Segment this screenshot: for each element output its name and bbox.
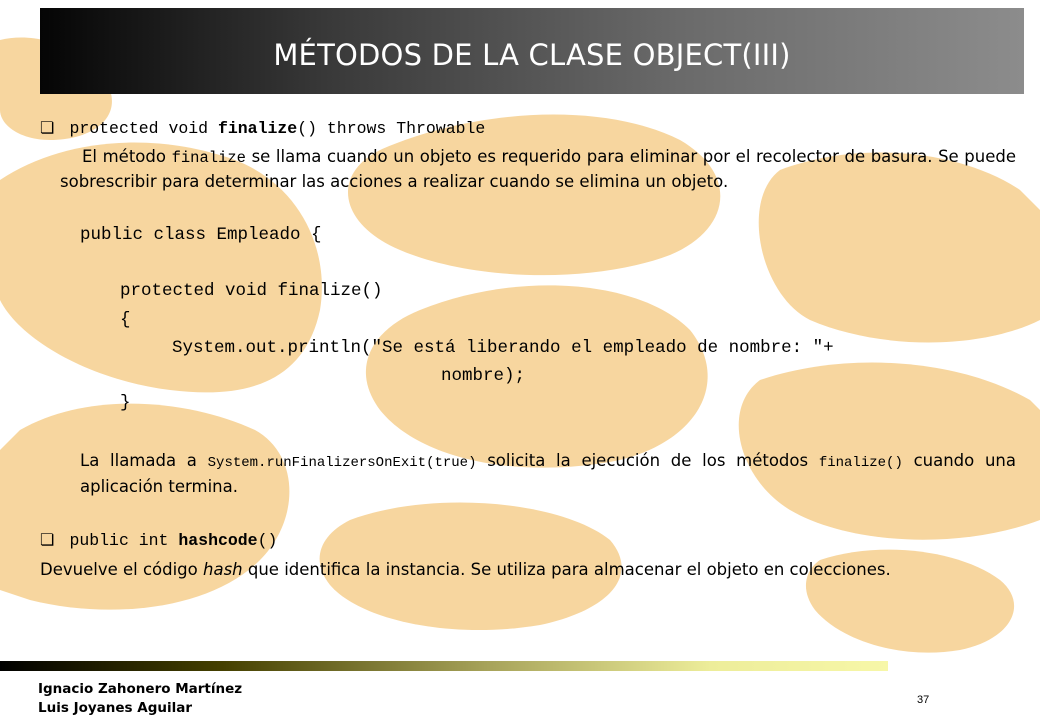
note-text-2: solicita la ejecución de los métodos — [476, 451, 819, 470]
desc-text-2: se llama cuando un objeto es requerido para eliminar por el recolector de basura. Se puede sobrescribir para determinar las acciones a realizar cuando se elimina un objeto. — [60, 147, 1017, 191]
signature-method-name: finalize — [217, 119, 298, 138]
hash-desc-text-1: Devuelve el código — [40, 560, 203, 579]
hash-desc-em: hash — [203, 560, 243, 579]
signature-prefix: protected void — [69, 119, 218, 138]
note-text-3: cuando una aplicación termina. — [80, 451, 1016, 496]
hashcode-description — [40, 560, 891, 579]
note-text-1: La llamada a — [80, 451, 208, 470]
run-finalizers-note — [80, 449, 1016, 499]
method-signature-hashcode — [40, 530, 277, 550]
footer-authors — [38, 680, 242, 718]
footer-author-2: Luis Joyanes Aguilar — [38, 700, 193, 716]
checkbox-bullet-icon: ❏ — [40, 530, 55, 549]
finalize-description — [60, 145, 1016, 194]
code-line-2: protected void finalize() — [120, 281, 383, 301]
note-code-finalize: finalize() — [818, 455, 903, 471]
signature-prefix: public int — [69, 531, 179, 550]
code-line-6: } — [120, 393, 131, 413]
checkbox-bullet-icon: ❏ — [40, 118, 55, 137]
footer-author-1: Ignacio Zahonero Martínez — [38, 681, 243, 697]
signature-suffix: () — [257, 531, 278, 550]
slide-title: MÉTODOS DE LA CLASE OBJECT(III) — [273, 38, 791, 72]
page-number: 37 — [917, 694, 930, 706]
signature-method-name: hashcode — [178, 531, 258, 550]
note-code-run-finalizers: System.runFinalizersOnExit(true) — [207, 455, 477, 471]
code-line-1: public class Empleado { — [80, 225, 322, 245]
code-line-4: System.out.println("Se está liberando el empleado de nombre: "+ — [172, 338, 834, 358]
code-line-5: nombre); — [441, 366, 526, 386]
desc-text-1: El método — [82, 147, 172, 166]
method-signature-finalize — [40, 118, 485, 138]
code-line-3: { — [120, 310, 131, 330]
desc-code-finalize: finalize — [171, 149, 246, 167]
hash-desc-text-2: que identifica la instancia. Se utiliza para almacenar el objeto en colecciones. — [242, 560, 891, 579]
signature-suffix: () throws Throwable — [297, 119, 486, 138]
